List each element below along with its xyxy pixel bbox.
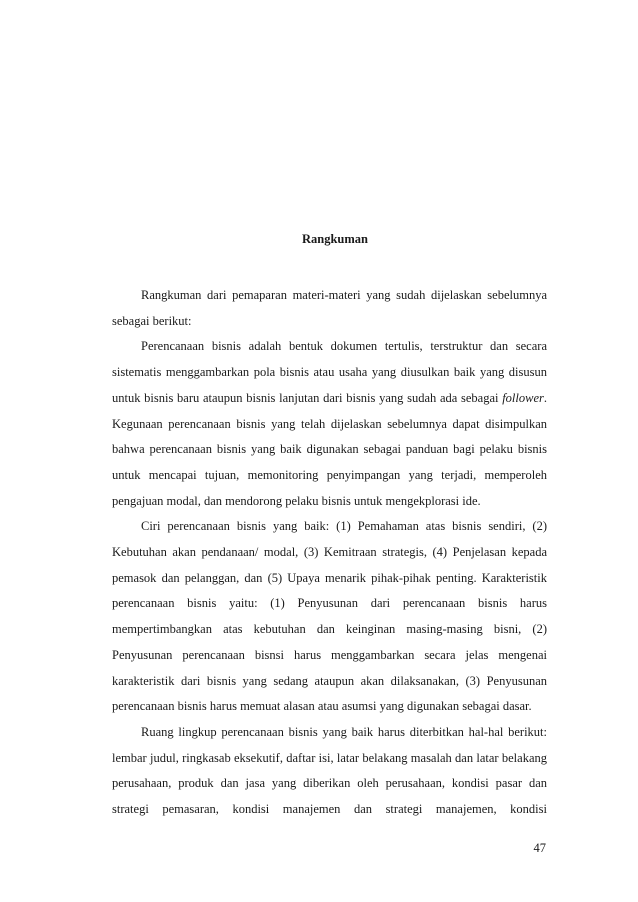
- paragraph-scope: [112, 720, 547, 823]
- paragraph-characteristics: [112, 514, 547, 720]
- italic-term: follower: [502, 390, 544, 405]
- paragraph-intro: [112, 283, 547, 334]
- paragraph-intro-text: Rangkuman dari pemaparan materi-materi yang sudah dijelaskan sebelumnya sebagai berikut:: [112, 288, 547, 328]
- paragraph-definition-text-a: Perencanaan bisnis adalah bentuk dokumen tertulis, terstruktur dan secara sistematis menggambarkan pola bisnis atau usaha yang diusulkan baik yang disusun untuk bisnis baru ataupun bisnis lanjutan dari bisnis yang sudah ada sebagai: [112, 339, 547, 405]
- paragraph-characteristics-text: Ciri perencanaan bisnis yang baik: (1) Pemahaman atas bisnis sendiri, (2) Kebutuhan akan pendanaan/ modal, (3) Kemitraan strategis, (4) Penjelasan kepada pemasok dan pelanggan, dan (5) Upaya menarik pihak-pihak penting. Karakteristik perencanaan bisnis yaitu: (1) Penyusunan dari perencanaan bisnis harus mempertimbangkan atas kebutuhan dan keinginan masing-masing bisni, (2) Penyusunan perencanaan bisnsi harus menggambarkan secara jelas mengenai karakteristik dari bisnis yang sedang ataupun akan dilaksanakan, (3) Penyusunan perencanaan bisnis harus memuat alasan atau asumsi yang digunakan sebagai dasar.: [112, 519, 547, 714]
- section-title: Rangkuman: [302, 232, 368, 246]
- page-number: 47: [533, 841, 546, 855]
- body-text: [112, 283, 547, 823]
- paragraph-definition: [112, 334, 547, 514]
- paragraph-scope-text: Ruang lingkup perencanaan bisnis yang baik harus diterbitkan hal-hal berikut: lembar judul, ringkasab eksekutif, daftar isi, latar belakang masalah dan latar belakang perusahaan, produk dan jasa yang diberikan oleh perusahaan, kondisi pasar dan strategi pemasaran, kondisi manajemen dan strategi manajemen, kondisi: [112, 724, 547, 817]
- paragraph-definition-text-b: . Kegunaan perencanaan bisnis yang telah dijelaskan sebelumnya dapat disimpulkan bahwa perencanaan bisnis yang baik digunakan sebagai panduan bagi pelaku bisnis untuk mencapai tujuan, memonitoring penyimpangan yang terjadi, memperoleh pengajuan modal, dan mendorong pelaku bisnis untuk mengekplorasi ide.: [112, 390, 547, 508]
